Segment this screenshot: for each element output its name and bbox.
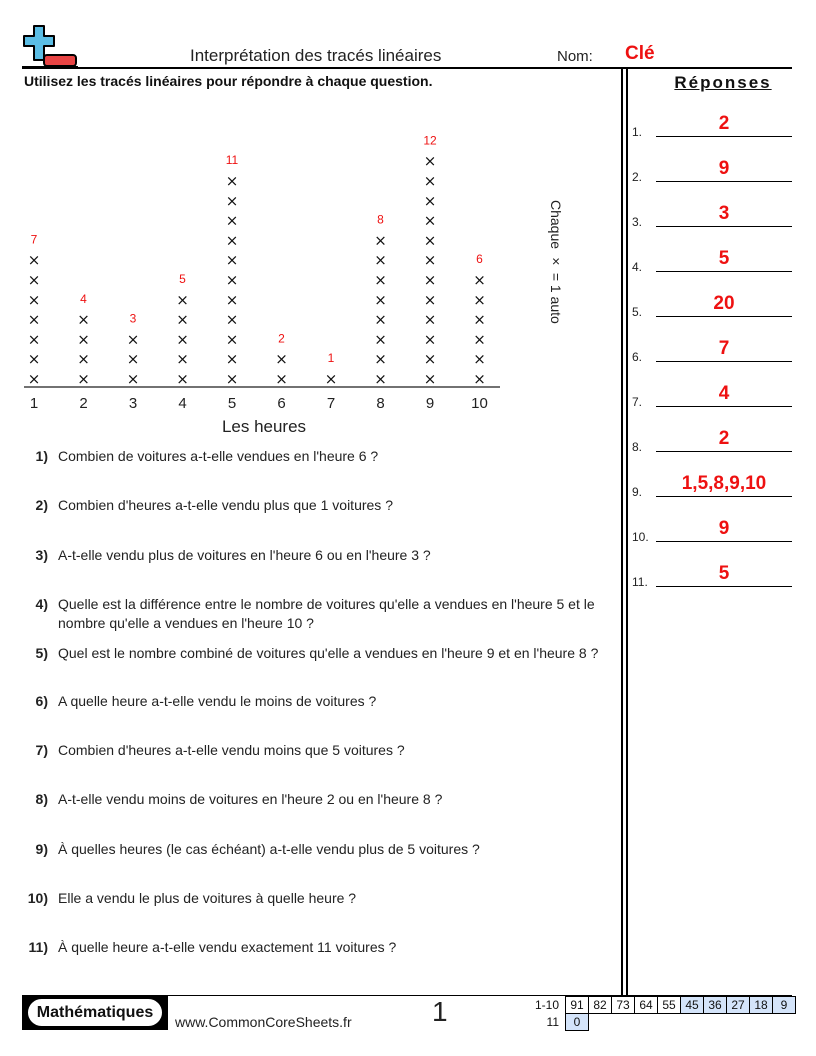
x-mark: × — [473, 271, 486, 289]
answer-value[interactable]: 2 — [718, 113, 730, 134]
answer-value[interactable]: 4 — [718, 383, 730, 404]
x-mark: × — [374, 330, 387, 349]
question-text: Quel est le nombre combiné de voitures qu'elle a vendues en l'heure 9 et en l'heure 8 ? — [58, 645, 599, 661]
question-item — [20, 889, 620, 929]
answer-row — [632, 199, 792, 229]
answer-line — [656, 316, 792, 317]
x-mark: × — [473, 290, 486, 309]
answer-row — [632, 424, 792, 454]
x-mark: × — [225, 310, 239, 329]
x-mark: × — [27, 271, 41, 289]
question-text: À quelle heure a-t-elle vendu exactement 11 voitures ? — [58, 939, 397, 955]
answer-line — [656, 586, 792, 587]
page-number: 1 — [432, 996, 448, 1027]
question-number: 4) — [35, 596, 48, 612]
question-number: 1) — [35, 448, 48, 464]
answer-value[interactable]: 20 — [713, 293, 735, 314]
answer-number: 9. — [632, 485, 643, 499]
question-item — [20, 644, 620, 684]
answer-number: 1. — [632, 125, 643, 139]
answer-number: 6. — [632, 350, 643, 364]
x-mark: × — [27, 310, 41, 329]
x-mark: × — [126, 370, 140, 388]
question-number: 3) — [35, 547, 48, 563]
score-key-cell: 73 — [612, 997, 635, 1014]
x-tick-label: 9 — [425, 395, 435, 412]
answer-number: 11. — [632, 575, 648, 589]
data-label: 7 — [30, 232, 38, 247]
x-mark: × — [225, 290, 239, 309]
answer-line — [656, 361, 792, 362]
x-axis-label: Les heures — [221, 417, 307, 436]
answer-row — [632, 109, 792, 139]
x-mark: × — [27, 290, 41, 309]
score-key-cell: 0 — [566, 1014, 589, 1031]
x-tick-label: 4 — [178, 395, 187, 412]
question-item — [20, 741, 620, 781]
x-mark: × — [176, 350, 189, 369]
question-text: Elle a vendu le plus de voitures à quelle heure ? — [58, 890, 357, 906]
x-mark: × — [275, 370, 288, 388]
x-tick-label: 5 — [227, 395, 237, 412]
name-value: Clé — [625, 43, 655, 64]
x-mark: × — [374, 231, 387, 250]
score-key-cell: 91 — [566, 997, 589, 1014]
x-mark: × — [176, 370, 189, 388]
x-mark: × — [423, 271, 437, 289]
answer-row — [632, 469, 792, 499]
x-mark: × — [423, 310, 437, 329]
x-mark: × — [176, 310, 189, 329]
data-label: 12 — [423, 133, 437, 148]
x-mark: × — [423, 172, 437, 190]
x-mark: × — [77, 330, 90, 349]
x-mark: × — [27, 251, 41, 270]
question-item — [20, 692, 620, 732]
x-mark: × — [225, 231, 239, 250]
score-key-cell: 18 — [750, 997, 773, 1014]
question-number: 6) — [35, 693, 48, 709]
question-number: 10) — [27, 890, 48, 906]
question-item — [20, 938, 620, 978]
x-mark: × — [126, 350, 140, 369]
data-label: 11 — [225, 153, 239, 168]
data-label: 5 — [179, 272, 186, 286]
answer-line — [656, 136, 792, 137]
question-item — [20, 595, 620, 635]
x-mark: × — [374, 251, 387, 270]
unit-note: Chaque × = 1 auto — [548, 200, 564, 324]
name-label: Nom: — [557, 48, 593, 65]
answer-line — [656, 451, 792, 452]
question-number: 11) — [28, 939, 48, 955]
answer-number: 7. — [632, 395, 643, 409]
answer-number: 8. — [632, 440, 643, 454]
x-mark: × — [374, 271, 387, 289]
answers-title: Réponses — [674, 73, 772, 92]
footer-url[interactable]: www.CommonCoreSheets.fr — [175, 1014, 352, 1030]
x-mark: × — [423, 191, 437, 210]
score-key-cell: 36 — [704, 997, 727, 1014]
score-key-label: 11 — [546, 1015, 559, 1029]
question-item — [20, 840, 620, 880]
score-key-table — [528, 996, 796, 1031]
score-key-cell: 64 — [635, 997, 658, 1014]
x-mark: × — [374, 370, 387, 388]
data-label: 1 — [327, 351, 335, 366]
question-number: 8) — [35, 791, 48, 807]
x-mark: × — [77, 350, 90, 369]
question-number: 2) — [35, 497, 48, 513]
x-mark: × — [27, 370, 41, 388]
question-text: Combien de voitures a-t-elle vendues en l'heure 6 ? — [58, 448, 379, 464]
answer-row — [632, 154, 792, 184]
score-key-cell: 27 — [727, 997, 750, 1014]
answer-value[interactable]: 7 — [718, 338, 730, 359]
x-mark: × — [176, 290, 189, 309]
subject-badge: Mathématiques — [28, 999, 162, 1026]
answer-number: 5. — [632, 305, 643, 319]
answer-value[interactable]: 5 — [718, 248, 730, 269]
score-key-label: 1-10 — [534, 998, 559, 1012]
x-mark: × — [423, 231, 437, 250]
question-number: 7) — [35, 742, 48, 758]
answer-row — [632, 244, 792, 274]
x-mark: × — [423, 211, 437, 230]
answer-row — [632, 514, 792, 544]
answer-number: 10. — [632, 530, 649, 544]
score-key-cell: 45 — [681, 997, 704, 1014]
answer-line — [656, 271, 792, 272]
plus-minus-logo-icon — [22, 24, 78, 68]
data-label: 4 — [80, 291, 87, 306]
x-mark: × — [374, 310, 387, 329]
x-mark: × — [176, 330, 189, 349]
x-mark: × — [423, 290, 437, 309]
x-mark: × — [225, 271, 239, 289]
question-text: A-t-elle vendu moins de voitures en l'heure 2 ou en l'heure 8 ? — [58, 791, 443, 807]
x-mark: × — [374, 350, 387, 369]
score-key-row — [528, 997, 796, 1014]
question-item — [20, 447, 620, 487]
data-label: 3 — [129, 311, 137, 326]
answer-number: 4. — [632, 260, 643, 274]
score-key-row — [528, 1014, 796, 1031]
answer-line — [656, 406, 792, 407]
x-mark: × — [225, 330, 239, 349]
x-tick-label: 10 — [471, 395, 488, 412]
answer-line — [656, 541, 792, 542]
data-label: 2 — [278, 331, 285, 346]
score-key-cell: 9 — [773, 997, 796, 1014]
question-item — [20, 496, 620, 536]
x-mark: × — [77, 370, 90, 388]
x-mark: × — [275, 350, 288, 369]
worksheet-title: Interprétation des tracés linéaires — [190, 46, 442, 65]
question-text: Combien d'heures a-t-elle vendu moins que 5 voitures ? — [58, 742, 405, 758]
x-mark: × — [225, 370, 239, 388]
x-tick-label: 2 — [79, 395, 88, 412]
answer-value[interactable]: 3 — [718, 203, 730, 224]
x-mark: × — [225, 251, 239, 270]
score-key-cell: 55 — [658, 997, 681, 1014]
answer-value[interactable]: 9 — [718, 158, 730, 179]
x-mark: × — [423, 152, 437, 171]
question-text: Quelle est la différence entre le nombre de voitures qu'elle a vendues en l'heure 5 et le nombre qu'elle a vendues en l'heure 10 ? — [58, 596, 595, 631]
answer-number: 2. — [632, 170, 643, 184]
x-mark: × — [225, 191, 239, 210]
x-mark: × — [423, 330, 437, 349]
x-tick-label: 1 — [29, 395, 39, 412]
question-item — [20, 790, 620, 830]
x-mark: × — [423, 251, 437, 270]
answer-value[interactable]: 5 — [718, 563, 730, 584]
x-mark: × — [126, 330, 140, 349]
x-mark: × — [473, 350, 486, 369]
x-mark: × — [225, 211, 239, 230]
answer-row — [632, 559, 792, 589]
x-mark: × — [374, 290, 387, 309]
answer-row — [632, 334, 792, 364]
answer-number: 3. — [632, 215, 643, 229]
x-mark: × — [423, 370, 437, 388]
x-mark: × — [473, 370, 486, 388]
question-number: 9) — [35, 841, 48, 857]
instructions: Utilisez les tracés linéaires pour répondre à chaque question. — [24, 73, 433, 89]
x-tick-label: 7 — [326, 395, 336, 412]
x-mark: × — [473, 330, 486, 349]
data-label: 8 — [377, 212, 384, 227]
x-tick-label: 3 — [128, 395, 138, 412]
score-key-cell: 82 — [589, 997, 612, 1014]
answer-value[interactable]: 9 — [718, 518, 730, 539]
line-plot-chart — [18, 130, 518, 440]
answer-line — [656, 496, 792, 497]
answer-value[interactable]: 2 — [718, 428, 730, 449]
question-text: A quelle heure a-t-elle vendu le moins de voitures ? — [58, 693, 377, 709]
x-mark: × — [225, 172, 239, 190]
data-label: 6 — [476, 252, 483, 267]
question-text: A-t-elle vendu plus de voitures en l'heure 6 ou en l'heure 3 ? — [58, 547, 431, 563]
answer-line — [656, 226, 792, 227]
answer-row — [632, 289, 792, 319]
x-mark: × — [473, 310, 486, 329]
answer-line — [656, 181, 792, 182]
x-mark: × — [423, 350, 437, 369]
x-tick-label: 8 — [376, 395, 385, 412]
question-number: 5) — [35, 645, 48, 661]
x-mark: × — [77, 310, 90, 329]
question-text: Combien d'heures a-t-elle vendu plus que 1 voitures ? — [58, 497, 393, 513]
x-mark: × — [27, 350, 41, 369]
question-text: À quelles heures (le cas échéant) a-t-elle vendu plus de 5 voitures ? — [58, 841, 480, 857]
answer-value[interactable]: 1,5,8,9,10 — [681, 473, 767, 494]
question-item — [20, 546, 620, 586]
x-tick-label: 6 — [277, 395, 286, 412]
x-mark: × — [324, 370, 338, 388]
x-mark: × — [225, 350, 239, 369]
x-mark: × — [27, 330, 41, 349]
answer-row — [632, 379, 792, 409]
header-rule — [22, 67, 792, 69]
